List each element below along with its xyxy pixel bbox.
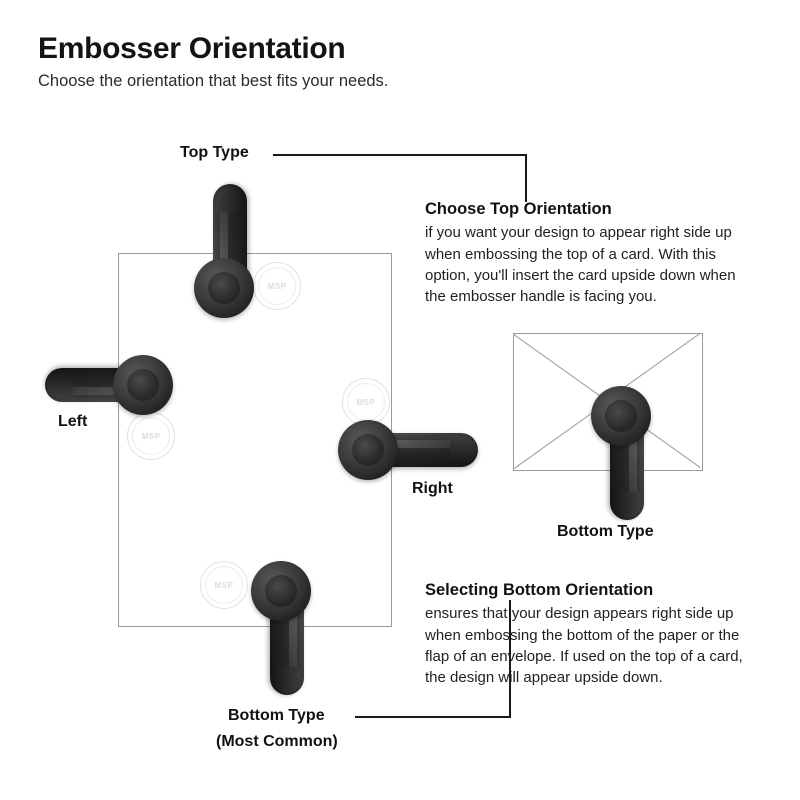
page-subtitle: Choose the orientation that best fits your needs. [38, 72, 389, 90]
watermark-seal: MSP [253, 262, 301, 310]
page-title: Embosser Orientation [38, 32, 346, 65]
callout-bottom-heading: Selecting Bottom Orientation [425, 581, 654, 599]
connector-bottom-horizontal [355, 716, 511, 718]
label-top-type: Top Type [180, 144, 249, 161]
label-right: Right [412, 480, 453, 497]
callout-bottom-orientation [425, 580, 743, 689]
watermark-seal: MSP [127, 412, 175, 460]
label-bottom-type-card-line1: Bottom Type [228, 707, 325, 724]
label-bottom-type-card-line2: (Most Common) [216, 733, 338, 750]
label-bottom-type-envelope: Bottom Type [557, 523, 654, 540]
envelope-flap-left [513, 334, 610, 403]
embosser-base [113, 355, 173, 415]
callout-bottom-body: ensures that your design appears right side up when embossing the bottom of the paper or the flap of an envelope. If used on the top of a card, the design will appear upside down. [425, 605, 743, 687]
connector-top-vertical [525, 154, 527, 202]
embosser-base [194, 258, 254, 318]
label-left: Left [58, 413, 88, 430]
embosser-base [338, 420, 398, 480]
callout-top-heading: Choose Top Orientation [425, 200, 612, 218]
connector-top-horizontal [273, 154, 527, 156]
watermark-seal: MSP [200, 561, 248, 609]
embosser-base [251, 561, 311, 621]
watermark-seal: MSP [342, 378, 390, 426]
embosser-base [591, 386, 651, 446]
callout-top-orientation [425, 199, 743, 308]
callout-top-body: if you want your design to appear right side up when embossing the top of a card. With this option, you'll insert the card upside down when the embosser handle is facing you. [425, 224, 736, 306]
